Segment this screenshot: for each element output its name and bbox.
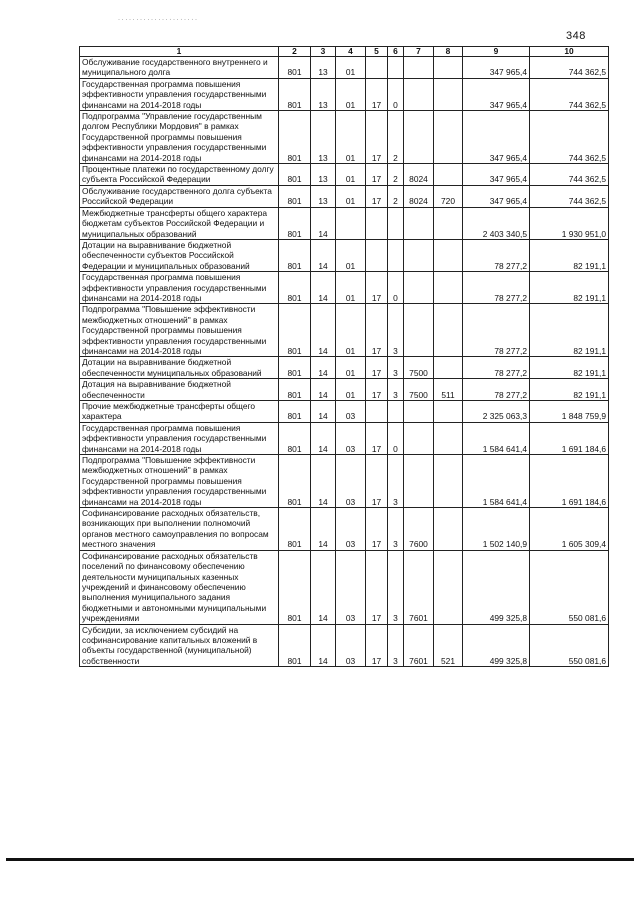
amount-2014: 78 277,2 [463, 357, 530, 379]
row-name: Софинансирование расходных обязательств поселений по финансовому обеспечению деятельности муниципальных казенных учреждений и финансовому обеспечению выполнения муниципального задания бюджетными и автономными муниципальными учреждениями [80, 550, 279, 624]
expense-type-code: 720 [434, 185, 463, 207]
section-code: 13 [311, 78, 336, 110]
expense-type-code [434, 272, 463, 304]
table-row [80, 401, 609, 423]
expense-type-code [434, 422, 463, 454]
amount-2015: 1 930 951,0 [530, 207, 609, 239]
col-header: 3 [311, 47, 336, 57]
target-item-code: 7600 [404, 508, 434, 551]
amount-2015: 1 691 184,6 [530, 422, 609, 454]
row-name: Дотация на выравнивание бюджетной обеспеченности [80, 379, 279, 401]
table-row [80, 455, 609, 508]
amount-2014: 347 965,4 [463, 78, 530, 110]
table-row [80, 624, 609, 667]
amount-2014: 347 965,4 [463, 57, 530, 79]
target-item-code [404, 304, 434, 357]
row-name: Обслуживание государственного внутреннего и муниципального долга [80, 57, 279, 79]
table-row [80, 78, 609, 110]
expense-type-code [434, 550, 463, 624]
subsection-code: 03 [336, 401, 366, 423]
amount-2014: 78 277,2 [463, 304, 530, 357]
program-code: 17 [366, 111, 388, 164]
target-item-code [404, 207, 434, 239]
col-header: 10 [530, 47, 609, 57]
header-row [80, 47, 609, 57]
kvsr-code: 801 [279, 624, 311, 667]
col-header: 6 [388, 47, 404, 57]
expense-type-code [434, 207, 463, 239]
section-code: 14 [311, 272, 336, 304]
subprogram-code: 3 [388, 624, 404, 667]
subsection-code [336, 207, 366, 239]
footer-rule [6, 858, 634, 861]
subprogram-code: 0 [388, 78, 404, 110]
subprogram-code: 3 [388, 508, 404, 551]
page-number: 348 [566, 30, 586, 42]
kvsr-code: 801 [279, 401, 311, 423]
subsection-code: 01 [336, 304, 366, 357]
subprogram-code: 3 [388, 304, 404, 357]
target-item-code: 8024 [404, 185, 434, 207]
section-code: 14 [311, 455, 336, 508]
target-item-code [404, 111, 434, 164]
col-header: 4 [336, 47, 366, 57]
subprogram-code [388, 207, 404, 239]
row-name: Государственная программа повышения эффективности управления государственными финансами на 2014-2018 годы [80, 422, 279, 454]
target-item-code [404, 401, 434, 423]
table-row [80, 239, 609, 271]
amount-2014: 499 325,8 [463, 550, 530, 624]
kvsr-code: 801 [279, 550, 311, 624]
section-code: 14 [311, 379, 336, 401]
subsection-code: 03 [336, 508, 366, 551]
section-code: 14 [311, 550, 336, 624]
section-code: 13 [311, 185, 336, 207]
program-code [366, 239, 388, 271]
program-code [366, 57, 388, 79]
program-code: 17 [366, 304, 388, 357]
expense-type-code [434, 357, 463, 379]
amount-2014: 347 965,4 [463, 111, 530, 164]
amount-2014: 1 502 140,9 [463, 508, 530, 551]
program-code [366, 401, 388, 423]
target-item-code: 7500 [404, 357, 434, 379]
section-code: 13 [311, 111, 336, 164]
amount-2014: 78 277,2 [463, 272, 530, 304]
target-item-code [404, 422, 434, 454]
amount-2015: 1 605 309,4 [530, 508, 609, 551]
amount-2014: 347 965,4 [463, 185, 530, 207]
subprogram-code: 0 [388, 422, 404, 454]
subsection-code: 03 [336, 422, 366, 454]
table-row [80, 207, 609, 239]
table-row [80, 272, 609, 304]
col-header: 5 [366, 47, 388, 57]
kvsr-code: 801 [279, 57, 311, 79]
kvsr-code: 801 [279, 239, 311, 271]
section-code: 13 [311, 164, 336, 186]
subsection-code: 01 [336, 357, 366, 379]
table-row [80, 550, 609, 624]
subsection-code: 01 [336, 164, 366, 186]
subprogram-code [388, 57, 404, 79]
row-name: Государственная программа повышения эффективности управления государственными финансами на 2014-2018 годы [80, 272, 279, 304]
subsection-code: 03 [336, 624, 366, 667]
subsection-code: 01 [336, 239, 366, 271]
amount-2014: 347 965,4 [463, 164, 530, 186]
table-row [80, 508, 609, 551]
amount-2014: 499 325,8 [463, 624, 530, 667]
section-code: 14 [311, 207, 336, 239]
table-row [80, 379, 609, 401]
table-row [80, 357, 609, 379]
expense-type-code [434, 508, 463, 551]
col-header: 2 [279, 47, 311, 57]
target-item-code: 7500 [404, 379, 434, 401]
kvsr-code: 801 [279, 111, 311, 164]
kvsr-code: 801 [279, 422, 311, 454]
expense-type-code: 521 [434, 624, 463, 667]
amount-2015: 1 848 759,9 [530, 401, 609, 423]
subprogram-code [388, 239, 404, 271]
program-code: 17 [366, 624, 388, 667]
subsection-code: 01 [336, 111, 366, 164]
expense-type-code [434, 111, 463, 164]
program-code: 17 [366, 357, 388, 379]
program-code: 17 [366, 455, 388, 508]
expense-type-code: 511 [434, 379, 463, 401]
subprogram-code: 2 [388, 185, 404, 207]
target-item-code [404, 455, 434, 508]
subsection-code: 01 [336, 185, 366, 207]
row-name: Дотации на выравнивание бюджетной обеспеченности муниципальных образований [80, 357, 279, 379]
subprogram-code: 3 [388, 357, 404, 379]
row-name: Государственная программа повышения эффективности управления государственными финансами на 2014-2018 годы [80, 78, 279, 110]
subsection-code: 01 [336, 78, 366, 110]
program-code: 17 [366, 550, 388, 624]
kvsr-code: 801 [279, 508, 311, 551]
table-row [80, 111, 609, 164]
amount-2014: 1 584 641,4 [463, 422, 530, 454]
amount-2015: 744 362,5 [530, 57, 609, 79]
target-item-code [404, 239, 434, 271]
section-code: 14 [311, 357, 336, 379]
amount-2015: 82 191,1 [530, 357, 609, 379]
subprogram-code: 3 [388, 550, 404, 624]
target-item-code [404, 57, 434, 79]
row-name: Подпрограмма "Повышение эффективности межбюджетных отношений" в рамках Государственной программы повышения эффективности управления государственными финансами на 2014-2018 годы [80, 455, 279, 508]
expense-type-code [434, 239, 463, 271]
row-name: Софинансирование расходных обязательств, возникающих при выполнении полномочий органов местного самоуправления по вопросам местного значения [80, 508, 279, 551]
section-code: 14 [311, 508, 336, 551]
subsection-code: 01 [336, 379, 366, 401]
target-item-code: 7601 [404, 550, 434, 624]
amount-2014: 2 403 340,5 [463, 207, 530, 239]
kvsr-code: 801 [279, 357, 311, 379]
subsection-code: 01 [336, 57, 366, 79]
amount-2015: 744 362,5 [530, 164, 609, 186]
section-code: 14 [311, 239, 336, 271]
program-code: 17 [366, 379, 388, 401]
kvsr-code: 801 [279, 272, 311, 304]
kvsr-code: 801 [279, 78, 311, 110]
program-code: 17 [366, 422, 388, 454]
subprogram-code: 3 [388, 379, 404, 401]
section-code: 13 [311, 57, 336, 79]
amount-2014: 78 277,2 [463, 379, 530, 401]
amount-2015: 550 081,6 [530, 624, 609, 667]
row-name: Процентные платежи по государственному долгу субъекта Российской Федерации [80, 164, 279, 186]
target-item-code [404, 78, 434, 110]
subprogram-code [388, 401, 404, 423]
row-name: Подпрограмма "Повышение эффективности межбюджетных отношений" в рамках Государственной программы повышения эффективности управления государственными финансами на 2014-2018 годы [80, 304, 279, 357]
program-code: 17 [366, 508, 388, 551]
program-code [366, 207, 388, 239]
kvsr-code: 801 [279, 455, 311, 508]
col-header: 1 [80, 47, 279, 57]
program-code: 17 [366, 164, 388, 186]
amount-2014: 1 584 641,4 [463, 455, 530, 508]
row-name: Обслуживание государственного долга субъекта Российской Федерации [80, 185, 279, 207]
table-row [80, 422, 609, 454]
expense-type-code [434, 78, 463, 110]
subprogram-code: 3 [388, 455, 404, 508]
section-code: 14 [311, 422, 336, 454]
amount-2015: 82 191,1 [530, 272, 609, 304]
program-code: 17 [366, 185, 388, 207]
subsection-code: 03 [336, 455, 366, 508]
section-code: 14 [311, 624, 336, 667]
kvsr-code: 801 [279, 304, 311, 357]
row-name: Межбюджетные трансферты общего характера бюджетам субъектов Российской Федерации и муниципальных образований [80, 207, 279, 239]
subprogram-code: 0 [388, 272, 404, 304]
section-code: 14 [311, 304, 336, 357]
target-item-code [404, 272, 434, 304]
expense-type-code [434, 57, 463, 79]
expense-type-code [434, 304, 463, 357]
row-name: Подпрограмма "Управление государственным долгом Республики Мордовия" в рамках Государственной программы повышения эффективности управления государственными финансами на 2014-2018 годы [80, 111, 279, 164]
scan-speckle: · · · · · · · · · · · · · · · · · · · · · · [118, 17, 197, 23]
col-header: 8 [434, 47, 463, 57]
subsection-code: 01 [336, 272, 366, 304]
section-code: 14 [311, 401, 336, 423]
row-name: Прочие межбюджетные трансферты общего характера [80, 401, 279, 423]
target-item-code: 7601 [404, 624, 434, 667]
expense-type-code [434, 401, 463, 423]
row-name: Дотации на выравнивание бюджетной обеспеченности субъектов Российской Федерации и муниципальных образований [80, 239, 279, 271]
amount-2015: 82 191,1 [530, 379, 609, 401]
program-code: 17 [366, 272, 388, 304]
col-header: 7 [404, 47, 434, 57]
amount-2015: 744 362,5 [530, 185, 609, 207]
table-row [80, 164, 609, 186]
table-row [80, 304, 609, 357]
subprogram-code: 2 [388, 111, 404, 164]
kvsr-code: 801 [279, 185, 311, 207]
amount-2015: 744 362,5 [530, 111, 609, 164]
amount-2014: 2 325 063,3 [463, 401, 530, 423]
col-header: 9 [463, 47, 530, 57]
table-row [80, 185, 609, 207]
amount-2015: 82 191,1 [530, 239, 609, 271]
program-code: 17 [366, 78, 388, 110]
amount-2015: 1 691 184,6 [530, 455, 609, 508]
kvsr-code: 801 [279, 379, 311, 401]
subsection-code: 03 [336, 550, 366, 624]
table-row [80, 57, 609, 79]
budget-table [79, 46, 609, 667]
amount-2015: 82 191,1 [530, 304, 609, 357]
row-name: Субсидии, за исключением субсидий на софинансирование капитальных вложений в объекты государственной (муниципальной) собственности [80, 624, 279, 667]
expense-type-code [434, 455, 463, 508]
amount-2014: 78 277,2 [463, 239, 530, 271]
amount-2015: 550 081,6 [530, 550, 609, 624]
expense-type-code [434, 164, 463, 186]
kvsr-code: 801 [279, 207, 311, 239]
target-item-code: 8024 [404, 164, 434, 186]
subprogram-code: 2 [388, 164, 404, 186]
amount-2015: 744 362,5 [530, 78, 609, 110]
kvsr-code: 801 [279, 164, 311, 186]
